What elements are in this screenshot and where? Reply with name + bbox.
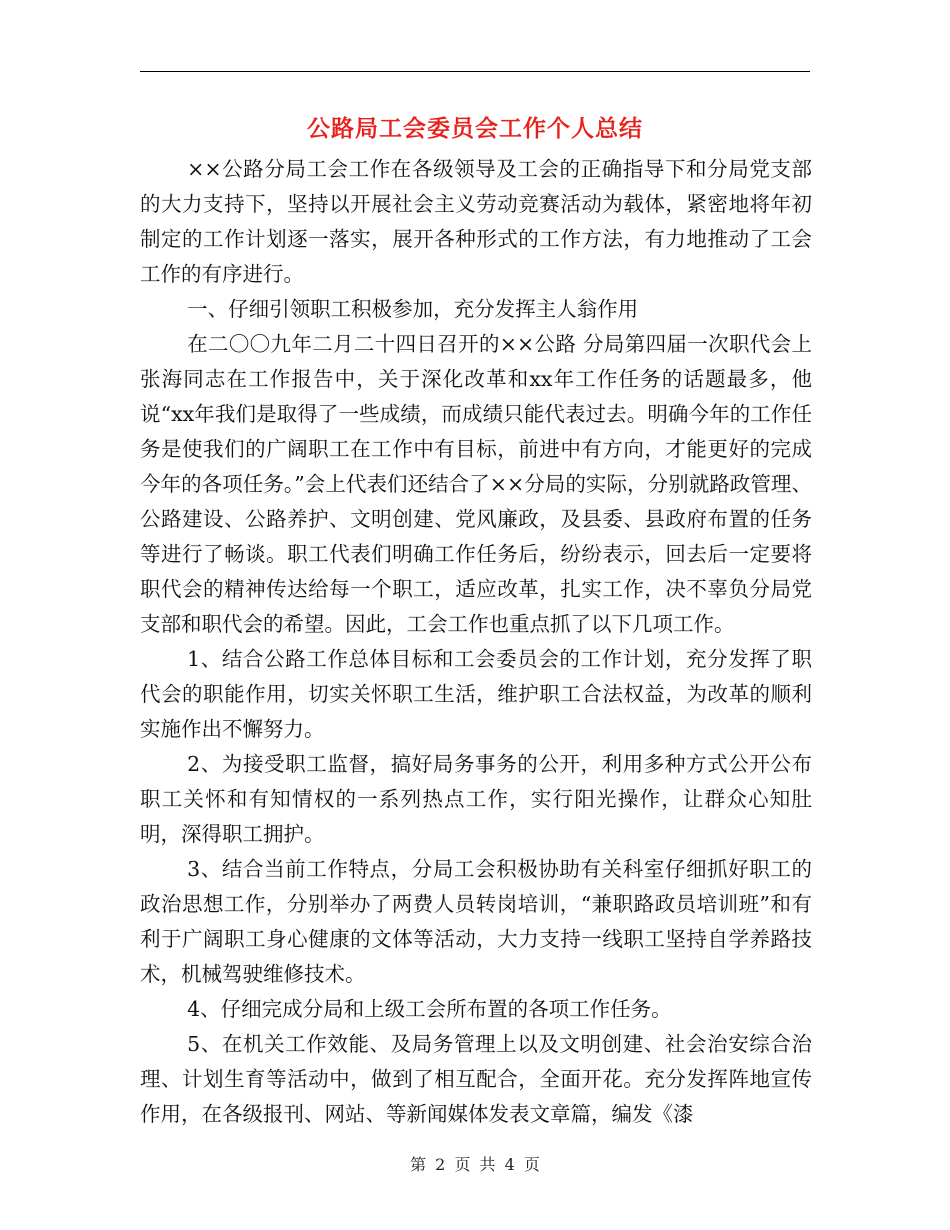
list-item-2: 2、为接受职工监督，搞好局务事务的公开，利用多种方式公开公布职工关怀和有知情权的一系列热点工作，实行阳光操作，让群众心知肚明，深得职工拥护。 <box>140 752 812 846</box>
document-body <box>140 152 812 1132</box>
list-item-4: 4、仔细完成分局和上级工会所布置的各项工作任务。 <box>187 997 672 1021</box>
list-item-1: 1、结合公路工作总体目标和工会委员会的工作计划，充分发挥了职代会的职能作用，切实关怀职工生活，维护职工合法权益，为改革的顺利实施作出不懈努力。 <box>140 647 812 741</box>
paragraph-intro: ××公路分局工会工作在各级领导及工会的正确指导下和分局党支部的大力支持下，坚持以开展社会主义劳动竞赛活动为载体，紧密地将年初制定的工作计划逐一落实，展开各种形式的工作方法，有力地推动了工会工作的有序进行。 <box>140 157 812 286</box>
list-item-3: 3、结合当前工作特点，分局工会积极协助有关科室仔细抓好职工的政治思想工作，分别举办了两费人员转岗培训，“兼职路政员培训班”和有利于广阔职工身心健康的文体等活动，大力支持一线职工坚持自学养路技术，机械驾驶维修技术。 <box>140 857 812 986</box>
list-item-5: 5、在机关工作效能、及局务管理上以及文明创建、社会治安综合治理、计划生育等活动中，做到了相互配合，全面开花。充分发挥阵地宣传作用，在各级报刊、网站、等新闻媒体发表文章篇，编发《漆 <box>140 1032 812 1126</box>
document-title: 公路局工会委员会工作个人总结 <box>307 115 643 142</box>
section-heading-1: 一、仔细引领职工积极参加，充分发挥主人翁作用 <box>187 297 639 321</box>
header-rule <box>140 71 810 72</box>
paragraph-congress: 在二〇〇九年二月二十四日召开的××公路 分局第四届一次职代会上张海同志在工作报告中，关于深化改革和xx年工作任务的话题最多，他说“xx年我们是取得了一些成绩，而成绩只能代表过去。明确今年的工作任务是使我们的广阔职工在工作中有目标，前进中有方向，才能更好的完成今年的各项任务。”会上代表们还结合了××分局的实际，分别就路政管理、公路建设、公路养护、文明创建、党风廉政，及县委、县政府布置的任务等进行了畅谈。职工代表们明确工作任务后，纷纷表示，回去后一定要将职代会的精神传达给每一个职工，适应改革，扎实工作，决不辜负分局党支部和职代会的希望。因此，工会工作也重点抓了以下几项工作。 <box>140 332 812 636</box>
page-number: 第 2 页 共 4 页 <box>410 1155 540 1174</box>
